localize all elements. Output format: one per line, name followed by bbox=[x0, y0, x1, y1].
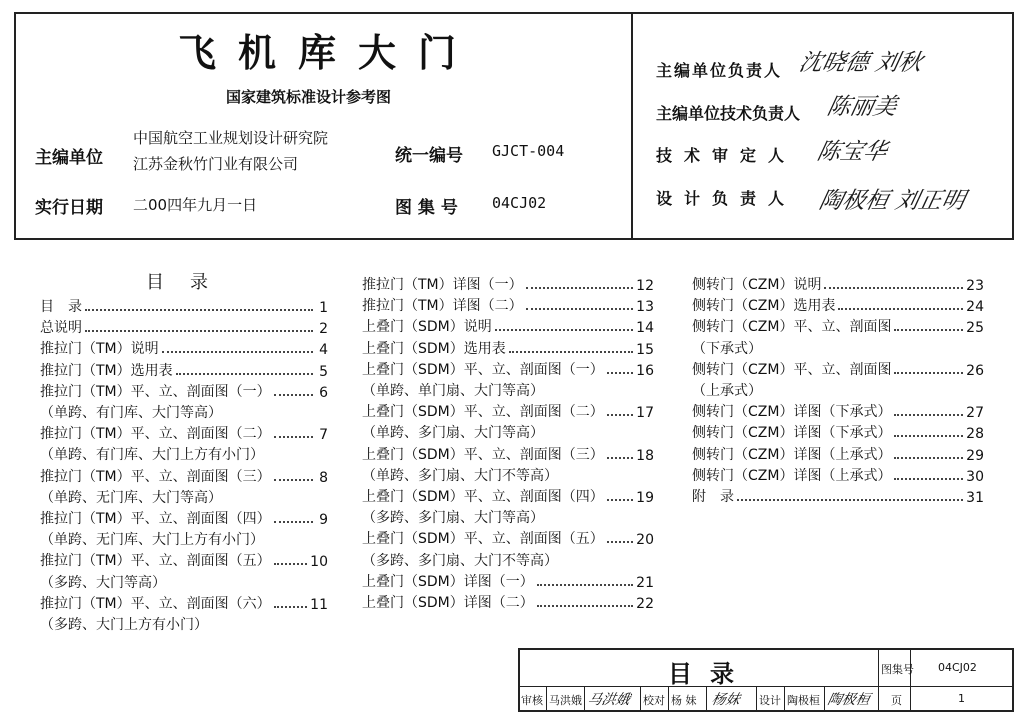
tb-col-2 bbox=[910, 648, 911, 712]
toc-entry-page: 11 bbox=[310, 596, 328, 613]
title-block-title: 目录 bbox=[668, 660, 752, 688]
toc-entry bbox=[362, 338, 654, 358]
editor-label: 主编单位 bbox=[35, 148, 103, 168]
page-subtitle: 国家建筑标准设计参考图 bbox=[226, 88, 392, 106]
page-label: 页 bbox=[891, 694, 902, 707]
toc-entry-page: 26 bbox=[966, 362, 984, 379]
toc-leader-dots bbox=[85, 309, 313, 311]
tb-bottom bbox=[518, 710, 1014, 712]
toc-entry-title: 推拉门（TM）平、立、剖面图（六） bbox=[40, 595, 271, 612]
toc-entry-title: 上叠门（SDM）平、立、剖面图（三） bbox=[362, 446, 604, 463]
toc-entry-title: 推拉门（TM）平、立、剖面图（二） bbox=[40, 426, 271, 443]
toc-entry bbox=[40, 381, 328, 401]
toc-entry-title: 推拉门（TM）平、立、剖面图（四） bbox=[40, 511, 271, 527]
toc-entry-page: 28 bbox=[966, 426, 984, 443]
toc-entry-page: 23 bbox=[966, 278, 984, 294]
toc-entry-title: 推拉门（TM）详图（一） bbox=[362, 277, 523, 293]
toc-entry-title: 总说明 bbox=[40, 320, 82, 337]
toc-entry bbox=[362, 571, 654, 591]
tb-top bbox=[518, 648, 1014, 650]
signature-chief-unit: 沈晓德 刘秋 bbox=[796, 50, 925, 76]
toc-leader-dots bbox=[607, 414, 633, 416]
toc-entry-subtitle: （多跨、多门扇、大门等高） bbox=[362, 510, 544, 527]
toc-entry-title: 上叠门（SDM）平、立、剖面图（一） bbox=[362, 361, 604, 378]
toc-entry-page: 17 bbox=[636, 405, 654, 422]
toc-entry-title: 推拉门（TM）说明 bbox=[40, 341, 159, 358]
toc-entry bbox=[40, 423, 328, 443]
toc-entry-subtitle: （单跨、无门库、大门等高） bbox=[40, 489, 222, 506]
toc-entry-page: 6 bbox=[319, 384, 328, 401]
toc-leader-dots bbox=[894, 457, 963, 459]
toc-entry-title: 附 录 bbox=[692, 489, 734, 505]
toc-leader-dots bbox=[274, 479, 313, 481]
toc-entry bbox=[40, 466, 328, 486]
toc-entry-page: 7 bbox=[319, 427, 328, 444]
toc-entry bbox=[362, 528, 654, 548]
toc-entry bbox=[692, 444, 984, 464]
toc-entry-page: 22 bbox=[636, 596, 654, 612]
design-label: 设计 bbox=[759, 694, 781, 707]
toc-leader-dots bbox=[274, 521, 313, 523]
toc-entry bbox=[40, 550, 328, 570]
atlas-value: 04CJ02 bbox=[492, 194, 547, 212]
toc-entry-subtitle: （单跨、有门库、大门上方有小门） bbox=[40, 447, 264, 464]
tb-cell-1 bbox=[546, 686, 547, 711]
toc-entry-page: 19 bbox=[636, 490, 654, 506]
toc-leader-dots bbox=[537, 605, 633, 607]
check-label: 校对 bbox=[643, 694, 665, 707]
tb-mid bbox=[518, 686, 1014, 687]
signature-technical-chief: 陈丽美 bbox=[824, 94, 900, 120]
tb-cell-4 bbox=[668, 686, 669, 711]
toc-entry-page: 9 bbox=[319, 512, 328, 528]
review-label: 审核 bbox=[521, 694, 543, 707]
title-block-atlas-value: 04CJ02 bbox=[938, 661, 977, 674]
toc-entry-title: 侧转门（CZM）平、立、剖面图 bbox=[692, 319, 892, 336]
review-signature: 马洪娥 bbox=[586, 692, 632, 708]
toc-leader-dots bbox=[537, 584, 633, 586]
role-technical-review: 技术审定人 bbox=[656, 146, 797, 165]
toc-entry bbox=[692, 401, 984, 421]
toc-entry-title: 侧转门（CZM）平、立、剖面图 bbox=[692, 361, 892, 378]
toc-entry bbox=[692, 274, 984, 294]
toc-entry bbox=[692, 316, 984, 336]
toc-entry bbox=[362, 359, 654, 379]
toc-entry-page: 5 bbox=[319, 363, 328, 380]
toc-leader-dots bbox=[607, 457, 633, 459]
right-border bbox=[1012, 12, 1014, 240]
toc-entry bbox=[362, 592, 654, 612]
toc-entry-title: 侧转门（CZM）详图（上承式） bbox=[692, 467, 892, 484]
toc-leader-dots bbox=[495, 329, 633, 331]
toc-heading: 目录 bbox=[146, 272, 234, 293]
toc-entry-page: 21 bbox=[636, 574, 654, 591]
toc-entry-page: 27 bbox=[966, 405, 984, 422]
toc-entry-title: 推拉门（TM）平、立、剖面图（一） bbox=[40, 383, 271, 400]
toc-leader-dots bbox=[274, 563, 308, 565]
toc-entry-page: 18 bbox=[636, 447, 654, 464]
toc-entry-title: 上叠门（SDM）平、立、剖面图（二） bbox=[362, 404, 604, 421]
atlas-label: 图 集 号 bbox=[395, 198, 458, 218]
toc-leader-dots bbox=[274, 436, 313, 438]
tb-right bbox=[1012, 648, 1014, 712]
toc-leader-dots bbox=[894, 478, 963, 480]
toc-entry-title: 上叠门（SDM）详图（一） bbox=[362, 573, 534, 590]
toc-entry bbox=[362, 274, 654, 294]
tb-cell-7 bbox=[784, 686, 785, 711]
toc-entry-title: 上叠门（SDM）选用表 bbox=[362, 340, 506, 357]
toc-entry-title: 推拉门（TM）平、立、剖面图（五） bbox=[40, 553, 271, 570]
toc-leader-dots bbox=[526, 308, 634, 310]
toc-entry-page: 31 bbox=[966, 490, 984, 506]
toc-entry bbox=[40, 317, 328, 337]
toc-entry-title: 目 录 bbox=[40, 299, 82, 315]
role-design-lead: 设计负责人 bbox=[656, 189, 797, 208]
code-label: 统一编号 bbox=[395, 146, 463, 166]
toc-entry bbox=[692, 359, 984, 379]
toc-entry-page: 10 bbox=[310, 554, 328, 571]
design-name: 陶极桓 bbox=[787, 694, 820, 707]
toc-entry-page: 2 bbox=[319, 321, 328, 338]
toc-leader-dots bbox=[894, 372, 963, 374]
toc-entry-page: 1 bbox=[319, 300, 328, 316]
toc-entry bbox=[40, 508, 328, 528]
toc-entry-subtitle: （下承式） bbox=[692, 340, 762, 357]
toc-entry bbox=[362, 486, 654, 506]
review-name: 马洪娥 bbox=[549, 694, 582, 707]
code-value: GJCT-004 bbox=[492, 142, 565, 160]
toc-leader-dots bbox=[162, 351, 313, 353]
toc-entry-page: 8 bbox=[319, 469, 328, 486]
tb-cell-2 bbox=[584, 686, 585, 711]
toc-entry-subtitle: （单跨、单门扇、大门等高） bbox=[362, 383, 544, 399]
toc-entry-subtitle: （多跨、大门上方有小门） bbox=[40, 617, 208, 633]
tb-cell-8 bbox=[824, 686, 825, 711]
date-label: 实行日期 bbox=[35, 198, 103, 218]
header-divider bbox=[631, 12, 633, 240]
toc-entry-page: 14 bbox=[636, 320, 654, 337]
title-block-atlas-label: 图集号 bbox=[881, 663, 914, 676]
toc-entry-page: 30 bbox=[966, 468, 984, 485]
tb-cell-3 bbox=[640, 686, 641, 711]
toc-entry bbox=[692, 486, 984, 506]
toc-entry-page: 16 bbox=[636, 362, 654, 379]
toc-leader-dots bbox=[274, 606, 308, 608]
toc-leader-dots bbox=[737, 499, 963, 501]
toc-entry bbox=[692, 295, 984, 315]
header-bottom-rule bbox=[14, 238, 1014, 240]
tb-cell-5 bbox=[706, 686, 707, 711]
toc-leader-dots bbox=[607, 541, 633, 543]
toc-leader-dots bbox=[274, 394, 313, 396]
toc-entry-title: 侧转门（CZM）说明 bbox=[692, 277, 822, 293]
check-name: 杨 妹 bbox=[671, 694, 697, 707]
toc-entry-title: 推拉门（TM）选用表 bbox=[40, 362, 173, 379]
toc-entry bbox=[692, 465, 984, 485]
toc-entry bbox=[40, 360, 328, 380]
toc-leader-dots bbox=[509, 351, 633, 353]
toc-leader-dots bbox=[85, 330, 313, 332]
top-border bbox=[14, 12, 1014, 14]
left-border bbox=[14, 12, 16, 240]
toc-entry bbox=[692, 422, 984, 442]
tb-cell-6 bbox=[756, 686, 757, 711]
toc-entry-title: 上叠门（SDM）说明 bbox=[362, 319, 492, 336]
tb-left bbox=[518, 648, 520, 712]
toc-leader-dots bbox=[894, 329, 963, 331]
toc-entry-title: 推拉门（TM）平、立、剖面图（三） bbox=[40, 468, 271, 485]
toc-entry-subtitle: （单跨、多门扇、大门不等高） bbox=[362, 467, 558, 484]
toc-leader-dots bbox=[824, 287, 963, 289]
toc-leader-dots bbox=[894, 414, 963, 416]
editor-unit-2: 江苏金秋竹门业有限公司 bbox=[133, 155, 299, 173]
role-chief-unit: 主编单位负责人 bbox=[656, 61, 783, 80]
design-signature: 陶极桓 bbox=[826, 692, 872, 708]
page-value: 1 bbox=[958, 692, 965, 705]
signature-technical-review: 陈宝华 bbox=[814, 139, 890, 165]
toc-entry-subtitle: （多跨、大门等高） bbox=[40, 574, 166, 591]
check-signature: 杨妹 bbox=[710, 692, 742, 708]
toc-entry bbox=[362, 295, 654, 315]
toc-entry-page: 20 bbox=[636, 532, 654, 549]
toc-entry bbox=[40, 296, 328, 316]
tb-col-1 bbox=[878, 648, 879, 712]
toc-entry-page: 15 bbox=[636, 341, 654, 358]
toc-entry-title: 侧转门（CZM）详图（下承式） bbox=[692, 404, 892, 421]
toc-entry bbox=[362, 444, 654, 464]
toc-entry-page: 12 bbox=[636, 278, 654, 294]
toc-entry-title: 上叠门（SDM）平、立、剖面图（四） bbox=[362, 489, 604, 505]
toc-leader-dots bbox=[607, 499, 633, 501]
toc-entry-title: 上叠门（SDM）平、立、剖面图（五） bbox=[362, 531, 604, 548]
toc-entry bbox=[362, 401, 654, 421]
toc-entry-page: 25 bbox=[966, 320, 984, 337]
toc-leader-dots bbox=[607, 372, 633, 374]
toc-entry-title: 侧转门（CZM）选用表 bbox=[692, 298, 836, 315]
toc-entry-subtitle: （单跨、多门扇、大门等高） bbox=[362, 425, 544, 442]
toc-entry-title: 侧转门（CZM）详图（上承式） bbox=[692, 446, 892, 463]
page-title: 飞机库大门 bbox=[178, 31, 479, 75]
toc-entry bbox=[40, 593, 328, 613]
toc-entry-subtitle: （上承式） bbox=[692, 383, 762, 399]
toc-entry-page: 29 bbox=[966, 447, 984, 464]
date-value: 二00四年九月一日 bbox=[133, 196, 258, 214]
toc-leader-dots bbox=[176, 373, 313, 375]
editor-unit-1: 中国航空工业规划设计研究院 bbox=[133, 129, 329, 147]
toc-entry bbox=[40, 338, 328, 358]
toc-leader-dots bbox=[894, 435, 963, 437]
toc-leader-dots bbox=[838, 308, 963, 310]
toc-entry bbox=[362, 316, 654, 336]
toc-entry-title: 上叠门（SDM）详图（二） bbox=[362, 595, 534, 611]
signature-design-lead: 陶极桓 刘正明 bbox=[816, 188, 968, 214]
toc-entry-subtitle: （单跨、有门库、大门等高） bbox=[40, 405, 222, 421]
toc-entry-title: 推拉门（TM）详图（二） bbox=[362, 298, 523, 315]
toc-entry-title: 侧转门（CZM）详图（下承式） bbox=[692, 425, 892, 442]
toc-entry-subtitle: （多跨、多门扇、大门不等高） bbox=[362, 552, 558, 569]
role-technical-chief: 主编单位技术负责人 bbox=[656, 104, 801, 123]
toc-leader-dots bbox=[526, 287, 634, 289]
toc-entry-page: 13 bbox=[636, 299, 654, 316]
toc-entry-page: 4 bbox=[319, 342, 328, 359]
toc-entry-page: 24 bbox=[966, 299, 984, 316]
toc-entry-subtitle: （单跨、无门库、大门上方有小门） bbox=[40, 532, 264, 549]
